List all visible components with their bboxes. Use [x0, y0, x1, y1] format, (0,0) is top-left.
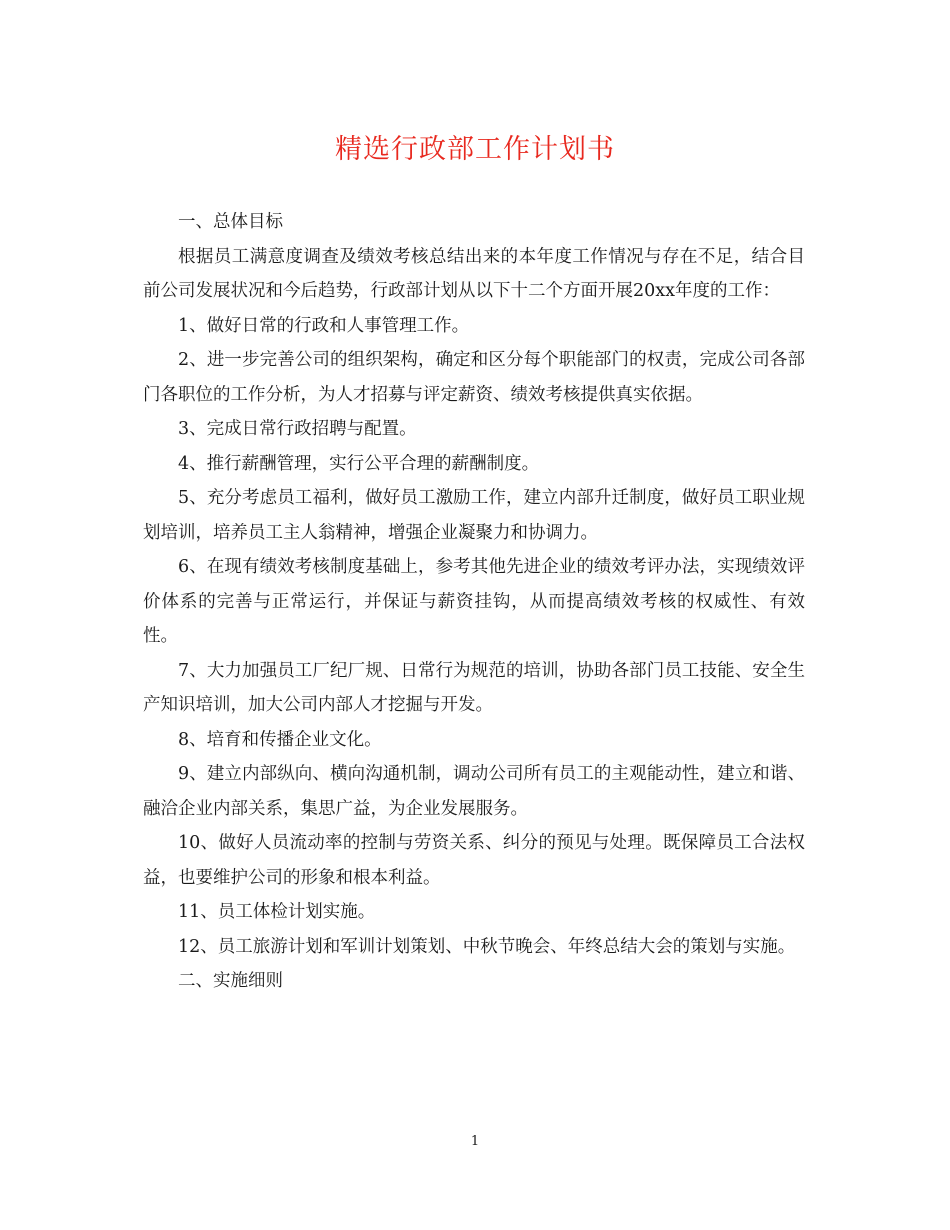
list-item-4: 4、推行薪酬管理，实行公平合理的薪酬制度。 — [178, 453, 540, 474]
section-heading-implementation: 二、实施细则 — [178, 971, 283, 991]
document-body — [143, 205, 805, 999]
section-heading-overall-goal: 一、总体目标 — [178, 212, 283, 232]
list-item-8: 8、培育和传播企业文化。 — [178, 729, 382, 750]
list-item-7: 7、大力加强员工厂纪厂规、日常行为规范的培训，协助各部门员工技能、安全生产知识培训，加大公司内部人才挖掘与开发。 — [143, 660, 805, 715]
intro-paragraph: 根据员工满意度调查及绩效考核总结出来的本年度工作情况与存在不足，结合目前公司发展状况和今后趋势，行政部计划从以下十二个方面开展20xx年度的工作： — [143, 246, 805, 301]
list-item-3: 3、完成日常行政招聘与配置。 — [178, 419, 417, 439]
list-item-9: 9、建立内部纵向、横向沟通机制，调动公司所有员工的主观能动性，建立和谐、融洽企业内部关系，集思广益，为企业发展服务。 — [143, 764, 805, 819]
list-item-6: 6、在现有绩效考核制度基础上，参考其他先进企业的绩效考评办法，实现绩效评价体系的完善与正常运行，并保证与薪资挂钩，从而提高绩效考核的权威性、有效性。 — [143, 557, 805, 646]
list-item-10: 10、做好人员流动率的控制与劳资关系、纠分的预见与处理。既保障员工合法权益，也要维护公司的形象和根本利益。 — [143, 833, 805, 888]
list-item-11: 11、员工体检计划实施。 — [178, 902, 376, 922]
list-item-5: 5、充分考虑员工福利，做好员工激励工作，建立内部升迁制度，做好员工职业规划培训，培养员工主人翁精神，增强企业凝聚力和协调力。 — [143, 488, 805, 543]
list-item-2: 2、进一步完善公司的组织架构，确定和区分每个职能部门的权责，完成公司各部门各职位的工作分析，为人才招募与评定薪资、绩效考核提供真实依据。 — [143, 350, 805, 405]
list-item-1: 1、做好日常的行政和人事管理工作。 — [178, 315, 470, 336]
list-item-12: 12、员工旅游计划和军训计划策划、中秋节晚会、年终总结大会的策划与实施。 — [178, 936, 796, 957]
page-number: 1 — [470, 1134, 480, 1149]
document-title: 精选行政部工作计划书 — [335, 134, 615, 165]
